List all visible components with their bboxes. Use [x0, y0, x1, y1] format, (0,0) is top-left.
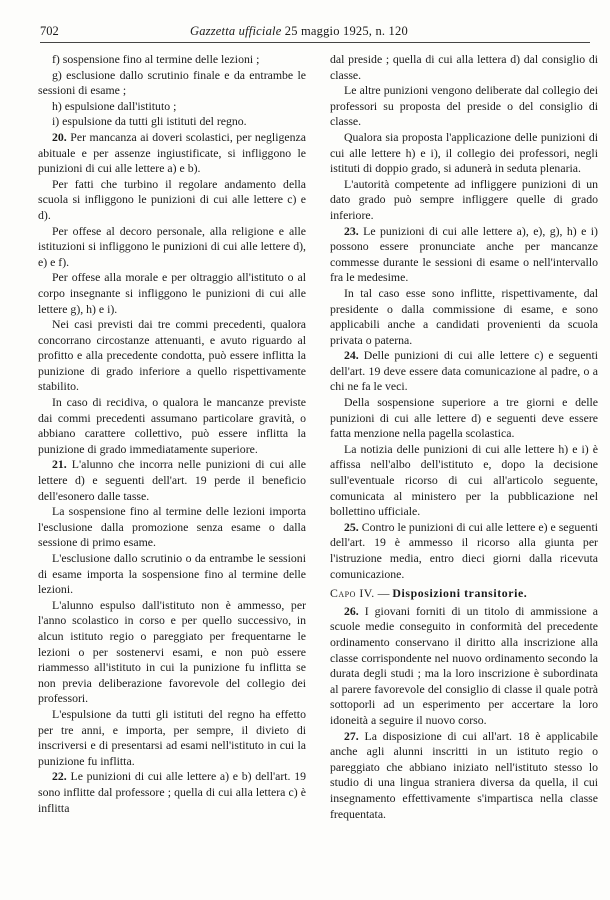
- list-item: g) esclusione dallo scrutinio finale e da entrambe le sessioni di esame ;: [38, 67, 306, 98]
- article-paragraph: [330, 224, 598, 286]
- article-number: 27.: [344, 728, 359, 743]
- paragraph: Della sospensione superiore a tre giorni e delle punizioni di cui alle lettere d) e seguenti deve essere fatta menzione nella pagella scolastica.: [330, 395, 598, 441]
- article-number: 24.: [344, 348, 359, 363]
- paragraph: Per offese alla morale e per oltraggio all'istituto o al corpo insegnante si infliggono le punizioni di cui alle lettere g), h) e i).: [38, 270, 306, 316]
- article-text: Contro le punizioni di cui alle lettere e) e seguenti dell'art. 19 è ammesso il ricorso alla giunta per l'istruzione media, entro dieci giorni dalla ricevuta comunicazione.: [330, 519, 599, 581]
- list-item: i) espulsione da tutti gli istituti del regno.: [52, 114, 247, 129]
- paragraph: L'autorità competente ad infliggere punizioni di un dato grado può sempre infliggere quelle di grado inferiore.: [330, 176, 598, 222]
- list-item: h) espulsione dall'istituto ;: [52, 98, 177, 113]
- header-rule: [40, 42, 590, 43]
- article-paragraph: [38, 130, 306, 177]
- paragraph: La notizia delle punizioni di cui alle lettere h) e i) è affissa nell'albo dell'istituto e, dopo la decisione sull'eventuale ricorso di cui all'articolo seguente, comunicata al ministero per la pubblicazione nel bollettino ufficiale.: [330, 441, 598, 519]
- article-number: 21.: [52, 457, 67, 472]
- article-number: 22.: [52, 769, 67, 784]
- article-text: L'alunno che incorra nelle punizioni di cui alle lettere d) e seguenti dell'art. 19 perde il beneficio dell'esonero dalle tasse.: [38, 457, 306, 503]
- article-paragraph: [38, 457, 306, 504]
- article-number: 20.: [52, 129, 67, 144]
- chapter-title: Disposizioni transitorie.: [392, 586, 528, 601]
- paragraph-continuation: dal preside ; quella di cui alla lettera d) dal consiglio di classe.: [330, 52, 598, 82]
- article-number: 26.: [344, 603, 359, 618]
- chapter-label: Capo IV.: [330, 586, 375, 601]
- chapter-dash: —: [377, 586, 390, 601]
- running-title: [190, 24, 408, 39]
- page-number: 702: [40, 24, 59, 38]
- article-number: 25.: [344, 519, 359, 534]
- article-paragraph: [330, 729, 598, 823]
- article-number: 23.: [344, 223, 359, 238]
- article-paragraph: [330, 348, 598, 395]
- paragraph: L'espulsione da tutti gli istituti del regno ha effetto per tre anni, e importa, per sempre, il divieto di inscriversi e di presentarsi ad esami nell'istituto in cui la punizione fu inflitta.: [38, 706, 306, 768]
- issue-date: 25 maggio 1925, n. 120: [284, 24, 408, 38]
- paragraph: Le altre punizioni vengono deliberate dal collegio dei professori su proposta del preside o del consiglio di classe.: [330, 83, 598, 129]
- right-column: [330, 52, 598, 822]
- article-text: La disposizione di cui all'art. 18 è applicabile anche agli alunni inscritti in un istituto regio o pareggiato che abbiano iniziato nell'istituto stesso lo studio di una lingua straniera diversa da quella, il cui insegnamento effettivamente s'impartisca nella classe frequentata.: [330, 728, 599, 821]
- article-paragraph: [330, 604, 598, 729]
- journal-name: Gazzetta ufficiale: [190, 24, 282, 38]
- article-text: Le punizioni di cui alle lettere a), e), g), h) e i) possono essere pronunciate anche per mancanze commesse durante le sessioni di esame o nell'intervallo fra le medesime.: [330, 223, 598, 285]
- article-text: I giovani forniti di un titolo di ammissione a scuole medie conseguito in conformità del precedente ordinamento conservano il diritto alla inscrizione alla classe corrispondente nel nuovo ordinamento secondo la durata degli studi ; ma la loro inscrizione è subordinata al parere favorevole del consiglio di classe il quale potrà sottoporli ad un esperimento per accertare la loro idoneità a seguire il nuovo corso.: [330, 603, 598, 727]
- article-paragraph: [38, 769, 306, 816]
- paragraph: In tal caso esse sono inflitte, rispettivamente, dal presidente o dalla commissione di esame, e sono applicabili anche a candidati provenienti da scuola privata o paterna.: [330, 285, 598, 347]
- paragraph: Per fatti che turbino il regolare andamento della scuola si infliggono le punizioni di cui alle lettere c) e d).: [38, 176, 306, 222]
- paragraph: La sospensione fino al termine delle lezioni importa l'esclusione dalla promozione senza esame o dalla sessione di primo esame.: [38, 504, 306, 550]
- paragraph: Qualora sia proposta l'applicazione delle punizioni di cui alle lettere h) e i), il collegio dei professori, negli istituti di doppio grado, si adunerà in seduta plenaria.: [330, 129, 598, 176]
- paragraph: Nei casi previsti dai tre commi precedenti, qualora concorrano circostanze attenuanti, e avuto riguardo al profitto e alla precedente condotta, può essere inflitta la punizione di grado inferiore a quello rispettivamente stabilito.: [38, 317, 306, 394]
- paragraph: In caso di recidiva, o qualora le mancanze previste dai commi precedenti assumano particolare gravità, o abbiano carattere collettivo, può essere inflitta la punizione di grado immediatamente superiore.: [38, 395, 306, 456]
- article-text: Delle punizioni di cui alle lettere c) e seguenti dell'art. 19 deve essere data comunicazione al padre, o a chi ne fa le veci.: [330, 348, 599, 394]
- page-header: [0, 0, 610, 40]
- article-text: Per mancanza ai doveri scolastici, per negligenza abituale e per assenze ingiustificate, si infliggono le punizioni di cui alle lettere a) e b).: [38, 129, 306, 176]
- paragraph: Per offese al decoro personale, alla religione e alle istituzioni si infliggono le punizioni di cui alle lettere d), e) e f).: [38, 223, 306, 269]
- article-paragraph: [330, 520, 598, 582]
- list-item: f) sospensione fino al termine delle lezioni ;: [52, 52, 260, 66]
- left-column: [38, 52, 306, 816]
- paragraph: L'alunno espulso dall'istituto non è ammesso, per l'anno scolastico in corso e per quello successivo, in alcun istituto regio o pareggiato per frequentarne le lezioni o per sostenervi esami, e non può essere riammesso all'istituto in cui la punizione fu inflitta se non previa deliberazione favorevole del collegio dei professori.: [38, 597, 306, 706]
- chapter-heading: [330, 586, 598, 602]
- paragraph: L'esclusione dallo scrutinio o da entrambe le sessioni di esame importa la sospensione fino al termine delle lezioni.: [38, 551, 306, 597]
- article-text: Le punizioni di cui alle lettere a) e b) dell'art. 19 sono inflitte dal professore ; quella di cui alla lettera c) è inflitta: [38, 769, 307, 815]
